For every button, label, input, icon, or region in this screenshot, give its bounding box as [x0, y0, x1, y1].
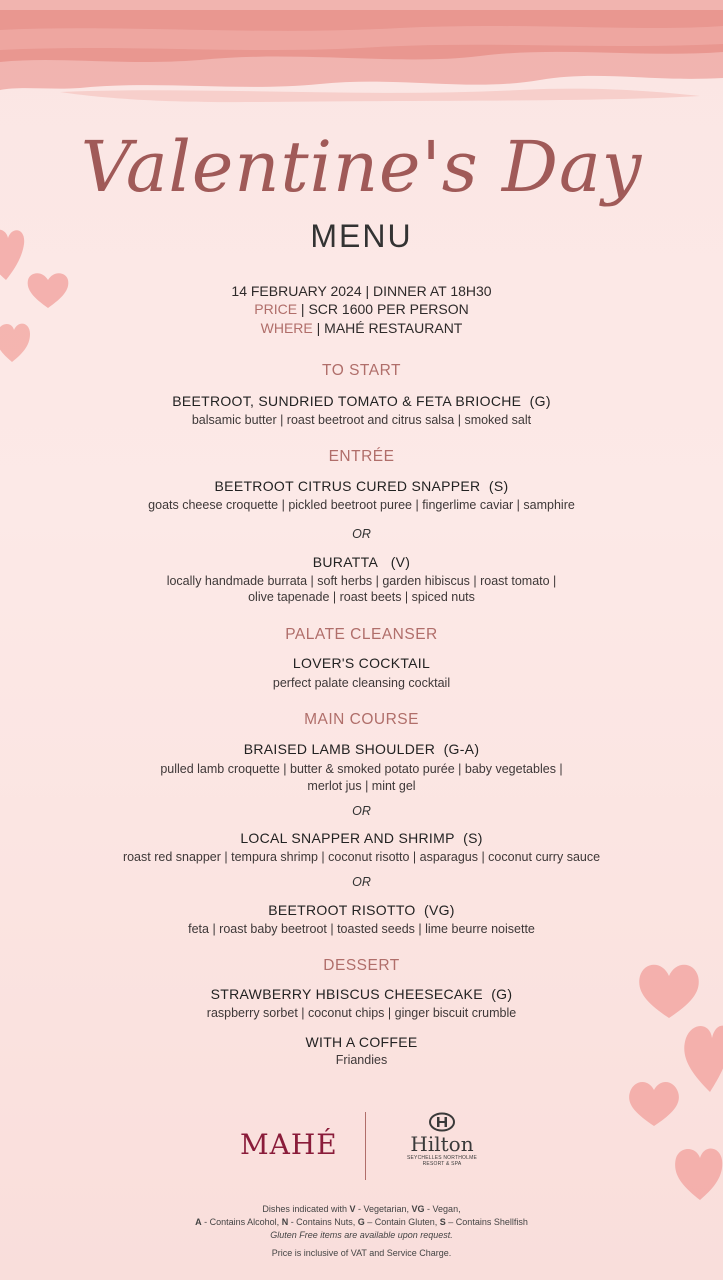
- where-line: [0, 319, 723, 337]
- dish-cured-snapper: [0, 478, 723, 494]
- footer-text: – Contain Gluten,: [364, 1217, 440, 1227]
- footer-text: – Contains Shellfish: [445, 1217, 528, 1227]
- event-date-line: 14 FEBRUARY 2024 | DINNER AT 18H30: [231, 283, 492, 299]
- footer-code: VG: [411, 1204, 425, 1214]
- mahe-logo: MAHÉ: [240, 1128, 338, 1161]
- footer-code: A: [195, 1217, 202, 1227]
- dish-beetroot-risotto: [0, 902, 723, 918]
- section-palate-cleanser: PALATE CLEANSER: [285, 626, 438, 643]
- dish-name: BURATTA: [312, 554, 379, 570]
- section-dessert: DESSERT: [323, 957, 400, 974]
- footer-line-1: [0, 1203, 723, 1216]
- dish-desc: goats cheese croquette | pickled beetroot puree | fingerlime caviar | samphire: [148, 498, 575, 512]
- footer-text: - Vegan,: [424, 1204, 461, 1214]
- section-main-course: MAIN COURSE: [304, 711, 419, 728]
- dish-tag: (S): [463, 830, 483, 846]
- script-title: Valentine's Day: [80, 126, 643, 208]
- price-line: [0, 300, 723, 318]
- dish-lovers-cocktail: LOVER'S COCKTAIL: [292, 655, 431, 671]
- dish-buratta: [0, 554, 723, 570]
- footer-line-2: [0, 1216, 723, 1229]
- dish-beetroot-brioche: [0, 393, 723, 409]
- footer-code: V: [349, 1204, 356, 1214]
- where-label: WHERE: [260, 320, 313, 336]
- dish-desc: feta | roast baby beetroot | toasted seeds | lime beurre noisette: [188, 922, 535, 936]
- hilton-h-icon: [428, 1112, 456, 1132]
- section-to-start: TO START: [322, 362, 401, 379]
- brush-stroke-banner: [0, 0, 723, 110]
- footer-code: N: [281, 1217, 289, 1227]
- menu-heading: MENU: [310, 218, 413, 254]
- dish-tag: (S): [488, 478, 509, 494]
- hilton-wordmark: Hilton: [410, 1132, 474, 1156]
- price-value: | SCR 1600 PER PERSON: [297, 301, 469, 317]
- dish-desc: Friandies: [335, 1053, 388, 1067]
- dish-name: STRAWBERRY HBISCUS CHEESECAKE: [210, 986, 483, 1002]
- dish-desc: locally handmade burrata | soft herbs | garden hibiscus | roast tomato |: [166, 574, 557, 588]
- dish-tag: (G): [491, 986, 513, 1002]
- dish-desc: pulled lamb croquette | butter & smoked potato purée | baby vegetables |: [160, 762, 563, 776]
- dish-tag: (VG): [424, 902, 455, 918]
- dish-tag: (G): [529, 393, 551, 409]
- dish-snapper-shrimp: [0, 830, 723, 846]
- section-entree: ENTRÉE: [328, 448, 395, 465]
- footer-text: - Contains Alcohol,: [201, 1217, 282, 1227]
- dish-name: LOCAL SNAPPER AND SHRIMP: [240, 830, 455, 846]
- footer-code: S: [439, 1217, 446, 1227]
- dish-cheesecake: [0, 986, 723, 1002]
- dish-name: BEETROOT, SUNDRIED TOMATO & FETA BRIOCHE: [172, 393, 522, 409]
- footer-text: - Contains Nuts,: [288, 1217, 358, 1227]
- dish-desc: roast red snapper | tempura shrimp | coconut risotto | asparagus | coconut curry sauce: [122, 850, 601, 864]
- dish-coffee: WITH A COFFEE: [305, 1034, 418, 1050]
- dish-desc: raspberry sorbet | coconut chips | ginger biscuit crumble: [206, 1006, 517, 1020]
- dish-lamb-shoulder: [0, 741, 723, 757]
- footer-text: Dishes indicated with: [262, 1204, 350, 1214]
- footer-gluten-note: Gluten Free items are available upon request.: [270, 1230, 453, 1240]
- price-label: PRICE: [254, 301, 298, 317]
- dish-desc: merlot jus | mint gel: [307, 779, 416, 793]
- logo-divider: [365, 1112, 366, 1180]
- hilton-subtitle-2: RESORT & SPA: [422, 1161, 462, 1167]
- heart-icon: [672, 1138, 723, 1204]
- or-divider: OR: [352, 875, 371, 889]
- dish-desc: perfect palate cleansing cocktail: [272, 676, 451, 690]
- hilton-subtitle-1: SEYCHELLES NORTHOLME: [406, 1155, 478, 1161]
- dish-desc: balsamic butter | roast beetroot and citrus salsa | smoked salt: [191, 413, 532, 427]
- footer-text: - Vegetarian,: [355, 1204, 412, 1214]
- footer-price-note: Price is inclusive of VAT and Service Charge.: [271, 1248, 452, 1258]
- or-divider: OR: [352, 527, 371, 541]
- dish-tag: (V): [390, 554, 411, 570]
- where-value: | MAHÉ RESTAURANT: [312, 320, 463, 336]
- or-divider: OR: [352, 804, 371, 818]
- hilton-logo: [400, 1112, 484, 1167]
- dish-name: BRAISED LAMB SHOULDER: [243, 741, 436, 757]
- dish-name: BEETROOT CITRUS CURED SNAPPER: [214, 478, 481, 494]
- heart-icon: [626, 1076, 682, 1130]
- footer-code: G: [357, 1217, 365, 1227]
- dish-tag: (G-A): [443, 741, 480, 757]
- dish-desc: olive tapenade | roast beets | spiced nuts: [248, 590, 475, 604]
- dish-name: BEETROOT RISOTTO: [268, 902, 416, 918]
